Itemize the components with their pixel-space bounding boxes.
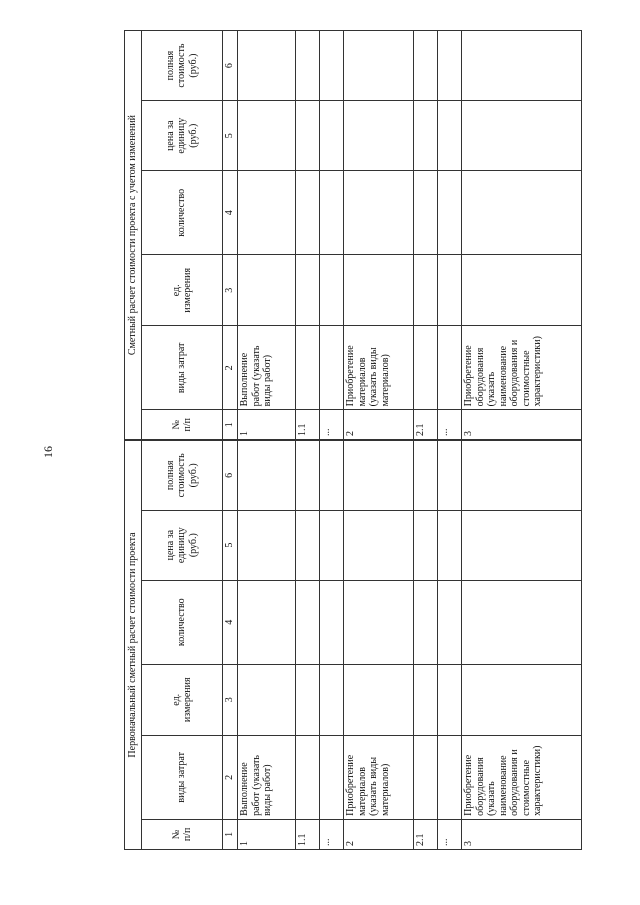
row-num: 2.1 [414,819,438,849]
cell-quantity [438,580,462,664]
row-cost-type: Приобретение материалов (указать виды материалов) [344,735,414,819]
table-row [238,31,296,850]
row-cost-type [438,735,462,819]
cell-quantity [320,171,344,255]
col-number: 3 [223,255,238,326]
row-num: 2.1 [414,410,438,440]
row-num: 1.1 [296,410,320,440]
row-cost-type: Выполнение работ (указать виды работ) [238,735,296,819]
cell-total [344,31,414,101]
cell-total [414,31,438,101]
cell-unit [414,664,438,735]
cell-quantity [462,580,582,664]
cell-unit [414,255,438,326]
col-number: 3 [223,664,238,735]
cell-unit [438,664,462,735]
cell-total [238,440,296,510]
row-num: 1 [238,410,296,440]
cell-unit [238,255,296,326]
row-num: 1 [238,819,296,849]
cell-quantity [238,580,296,664]
col-header-num: № п/п [142,410,223,440]
cost-estimate-table [124,30,582,850]
cell-unit-price [344,510,414,580]
col-number: 1 [223,819,238,849]
cell-unit [320,664,344,735]
cell-unit [320,255,344,326]
cell-total [296,31,320,101]
cell-total [462,31,582,101]
col-header-cost-type: виды затрат [142,735,223,819]
row-cost-type: Приобретение оборудования (указать наименование оборудования и стоимостные характеристики) [462,735,582,819]
row-cost-type [438,326,462,410]
col-number: 5 [223,510,238,580]
cell-quantity [438,171,462,255]
row-num: ... [438,410,462,440]
cell-quantity [344,580,414,664]
row-cost-type: Выполнение работ (указать виды работ) [238,326,296,410]
cell-unit-price [238,101,296,171]
col-header-num: № п/п [142,819,223,849]
cell-unit [438,255,462,326]
cell-quantity [238,171,296,255]
cell-unit-price [238,510,296,580]
col-header-unit: ед. измерения [142,664,223,735]
col-number: 2 [223,735,238,819]
table-row [462,31,582,850]
cell-total [238,31,296,101]
cell-unit-price [462,510,582,580]
col-header-unit-price: цена за единицу (руб.) [142,510,223,580]
row-num: 1.1 [296,819,320,849]
cell-unit-price [296,510,320,580]
cell-total [320,31,344,101]
cell-quantity [414,580,438,664]
col-number: 4 [223,171,238,255]
col-number: 2 [223,326,238,410]
row-num: ... [320,410,344,440]
rotated-table-container [124,30,582,850]
cell-unit [462,255,582,326]
table-row [296,31,320,850]
row-cost-type: Приобретение материалов (указать виды материалов) [344,326,414,410]
col-header-unit-price: цена за единицу (руб.) [142,101,223,171]
cell-unit [296,255,320,326]
cell-unit-price [438,101,462,171]
cell-unit-price [296,101,320,171]
cell-unit-price [414,510,438,580]
row-cost-type [320,326,344,410]
cell-unit-price [320,101,344,171]
row-cost-type [414,326,438,410]
table-row [320,31,344,850]
table-row [344,31,414,850]
row-num: ... [438,819,462,849]
cell-total [344,440,414,510]
table-row [438,31,462,850]
row-num: 3 [462,410,582,440]
cell-total [414,440,438,510]
cell-total [320,440,344,510]
cell-unit-price [438,510,462,580]
row-num: 2 [344,819,414,849]
group-header-initial: Первоначальный сметный расчет стоимости проекта [125,440,142,849]
cell-total [438,31,462,101]
cell-unit [462,664,582,735]
col-number: 4 [223,580,238,664]
cell-quantity [344,171,414,255]
cell-total [438,440,462,510]
cell-quantity [414,171,438,255]
col-header-cost-type: виды затрат [142,326,223,410]
row-num: ... [320,819,344,849]
col-header-quantity: количество [142,171,223,255]
cell-unit-price [344,101,414,171]
col-header-quantity: количество [142,580,223,664]
cell-unit-price [320,510,344,580]
col-header-total-cost: полная стоимость (руб.) [142,31,223,101]
row-cost-type [296,326,320,410]
row-cost-type [414,735,438,819]
cell-unit [344,255,414,326]
row-num: 2 [344,410,414,440]
cell-unit-price [414,101,438,171]
cell-unit [296,664,320,735]
col-number: 6 [223,31,238,101]
cell-unit-price [462,101,582,171]
cell-quantity [296,171,320,255]
cell-quantity [320,580,344,664]
col-number: 6 [223,440,238,510]
cell-unit [344,664,414,735]
col-number: 5 [223,101,238,171]
cell-quantity [296,580,320,664]
row-cost-type [320,735,344,819]
row-cost-type [296,735,320,819]
page-number: 16 [41,446,55,458]
table-row [414,31,438,850]
cell-total [462,440,582,510]
col-header-unit: ед. измерения [142,255,223,326]
col-number: 1 [223,410,238,440]
cell-unit [238,664,296,735]
cell-quantity [462,171,582,255]
cell-total [296,440,320,510]
group-header-revised: Сметный расчет стоимости проекта с учетом изменений [125,31,142,441]
col-header-total-cost: полная стоимость (руб.) [142,440,223,510]
row-cost-type: Приобретение оборудования (указать наименование оборудования и стоимостные характеристики) [462,326,582,410]
row-num: 3 [462,819,582,849]
